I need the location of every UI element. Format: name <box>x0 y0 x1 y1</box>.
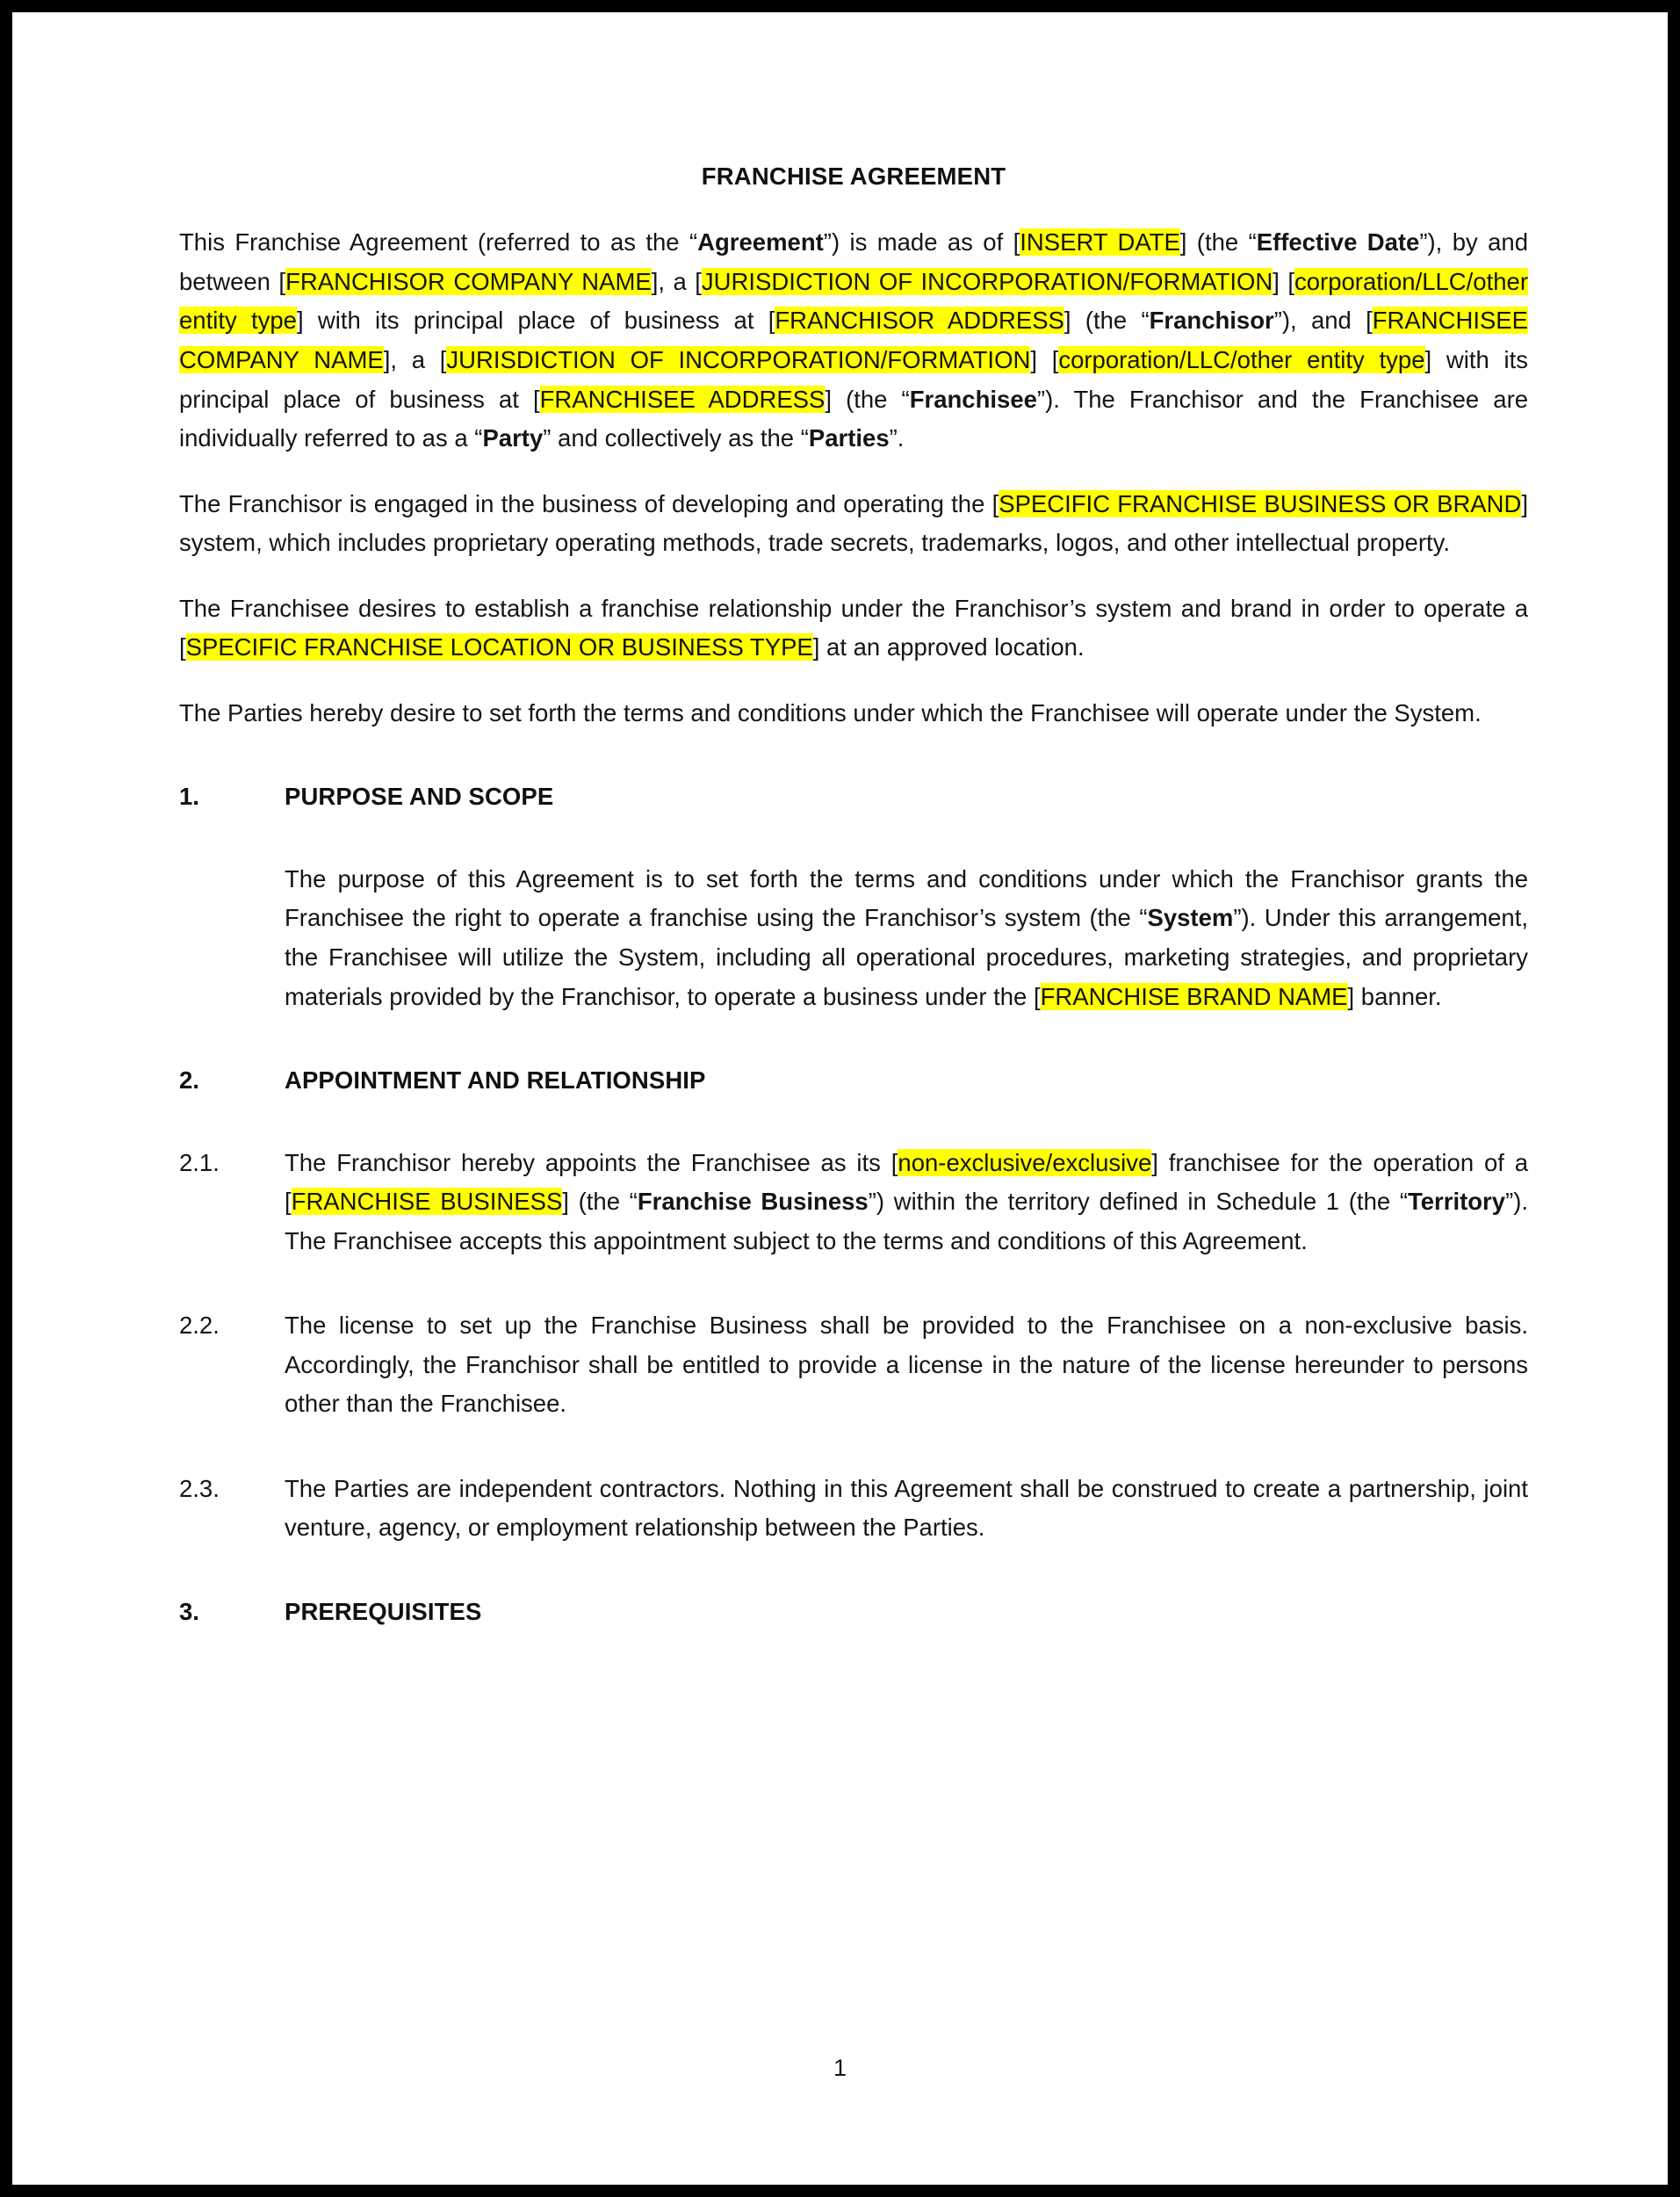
text-run: ”). The Franchisee accepts this appointment subject to the terms and conditions of this Agreement. <box>285 1188 1529 1254</box>
section-heading-3 <box>179 1595 1528 1630</box>
text-run: The Franchisor is engaged in the business of developing and operating the [ <box>179 489 999 517</box>
text-run: The purpose of this Agreement is to set forth the terms and conditions under which the Franchisor grants the Franchisee the right to operate a franchise using the Franchisor’s system (the “ <box>285 864 1528 932</box>
clause-number-2-2: 2.2. <box>179 1312 220 1340</box>
placeholder-franchisee-entity-type: corporation/LLC/other entity type <box>1058 346 1425 374</box>
clause-2-3 <box>179 1470 1528 1548</box>
text-run: ] with its principal place of business at [ <box>296 307 775 335</box>
text-run: ] banner. <box>1347 982 1442 1010</box>
placeholder-franchisor-company-name: FRANCHISOR COMPANY NAME <box>285 267 652 295</box>
placeholder-insert-date: INSERT DATE <box>1020 228 1180 257</box>
placeholder-franchisee-address: FRANCHISEE ADDRESS <box>539 385 826 413</box>
page-number-footer: 1 <box>833 2055 847 2081</box>
defined-term-system: System <box>1147 904 1234 932</box>
preamble-paragraph-1 <box>179 223 1528 458</box>
document-title: FRANCHISE AGREEMENT <box>701 163 1006 190</box>
section-number-3: 3. <box>179 1597 199 1625</box>
section-number-2: 2. <box>179 1066 199 1095</box>
text-run: The Parties are independent contractors. Nothing in this Agreement shall be construed to create a partnership, joint venture, agency, or employment relationship between the Parties. <box>285 1474 1528 1542</box>
clause-text-2-1 <box>285 1144 1528 1261</box>
section-label-appointment-and-relationship: APPOINTMENT AND RELATIONSHIP <box>285 1066 706 1095</box>
document-body <box>179 162 1528 1674</box>
clause-text-2-3 <box>285 1470 1528 1548</box>
text-run: ”) within the territory defined in Schedule 1 (the “ <box>868 1188 1408 1216</box>
text-run: The Franchisee desires to establish a franchise relationship under the Franchisor’s system and brand in order to operate a [ <box>179 594 1528 661</box>
placeholder-franchisor-jurisdiction: JURISDICTION OF INCORPORATION/FORMATION <box>701 267 1273 295</box>
text-run: ” and collectively as the “ <box>543 424 809 452</box>
preamble-paragraph-3 <box>179 589 1528 668</box>
placeholder-franchisor-address: FRANCHISOR ADDRESS <box>775 307 1064 335</box>
defined-term-territory: Territory <box>1408 1188 1506 1216</box>
placeholder-franchise-business: FRANCHISE BUSINESS <box>291 1188 563 1216</box>
preamble-paragraph-4 <box>179 694 1528 734</box>
clause-2-2 <box>179 1306 1528 1424</box>
placeholder-franchisee-company-name: FRANCHISEE COMPANY NAME <box>179 307 1528 374</box>
text-run: ”. <box>889 424 905 452</box>
text-run: ], a [ <box>383 346 447 374</box>
text-run: ] [ <box>1030 346 1059 374</box>
placeholder-franchise-brand-name: FRANCHISE BRAND NAME <box>1040 982 1348 1010</box>
defined-term-party: Party <box>482 424 544 452</box>
clause-text-2-2 <box>285 1306 1528 1424</box>
text-run: ] at an approved location. <box>812 633 1085 661</box>
text-run: ”). Under this arrangement, the Franchisee will utilize the System, including all operational procedures, marketing strategies, and proprietary materials provided by the Franchisor, to operate a business under the [ <box>285 904 1528 1010</box>
defined-term-franchise-business: Franchise Business <box>637 1188 869 1216</box>
section-label-prerequisites: PREREQUISITES <box>285 1597 482 1625</box>
section-number-1: 1. <box>179 783 199 811</box>
page-sheet <box>12 12 1668 2185</box>
section-label-purpose-and-scope: PURPOSE AND SCOPE <box>285 783 554 811</box>
text-run: The Parties hereby desire to set forth the terms and conditions under which the Franchisee will operate under the System. <box>179 698 1482 726</box>
placeholder-specific-franchise-business-or-brand: SPECIFIC FRANCHISE BUSINESS OR BRAND <box>999 489 1522 517</box>
section-heading-1 <box>179 780 1528 814</box>
defined-term-parties: Parties <box>808 424 890 452</box>
preamble-paragraph-2 <box>179 485 1528 563</box>
text-run: ] (the “ <box>562 1188 638 1216</box>
section-1-body <box>285 860 1528 1016</box>
text-run: ], a [ <box>651 267 702 295</box>
text-run: ”), and [ <box>1273 307 1373 335</box>
text-run: The license to set up the Franchise Business shall be provided to the Franchisee on a non-exclusive basis. Accordingly, the Franchisor shall be entitled to provide a license in the nature of the license hereunder to persons other than the Franchisee. <box>285 1312 1528 1418</box>
text-run: ] system, which includes proprietary operating methods, trade secrets, trademarks, logos, and other intellectual property. <box>179 489 1529 557</box>
clause-2-1 <box>179 1144 1528 1261</box>
placeholder-non-exclusive-exclusive: non-exclusive/exclusive <box>898 1148 1152 1176</box>
defined-term-franchisor: Franchisor <box>1149 307 1274 335</box>
text-run: ] (the “ <box>1064 307 1150 335</box>
defined-term-agreement: Agreement <box>697 228 824 257</box>
defined-term-franchisee: Franchisee <box>909 385 1037 413</box>
text-run: ”). The Franchisor and the Franchisee are individually referred to as a “ <box>179 385 1529 452</box>
defined-term-effective-date: Effective Date <box>1256 228 1420 257</box>
text-run: ] with its principal place of business at [ <box>179 346 1529 413</box>
section-heading-2 <box>179 1064 1528 1098</box>
placeholder-specific-franchise-location-or-business-type: SPECIFIC FRANCHISE LOCATION OR BUSINESS TYPE <box>185 633 813 661</box>
clause-number-2-3: 2.3. <box>179 1474 220 1502</box>
text-run: ”) is made as of [ <box>823 228 1020 257</box>
text-run: ] (the “ <box>825 385 910 413</box>
text-run: ”), by and between [ <box>179 228 1528 295</box>
placeholder-franchisor-entity-type: corporation/LLC/other entity type <box>179 267 1528 335</box>
text-run: This Franchise Agreement (referred to as the “ <box>179 228 698 257</box>
placeholder-franchisee-jurisdiction: JURISDICTION OF INCORPORATION/FORMATION <box>446 346 1031 374</box>
text-run: ] (the “ <box>1179 228 1257 257</box>
text-run: ] franchisee for the operation of a [ <box>285 1148 1528 1216</box>
text-run: ] [ <box>1273 267 1294 295</box>
clause-number-2-1: 2.1. <box>179 1148 220 1176</box>
text-run: The Franchisor hereby appoints the Franchisee as its [ <box>285 1148 898 1176</box>
